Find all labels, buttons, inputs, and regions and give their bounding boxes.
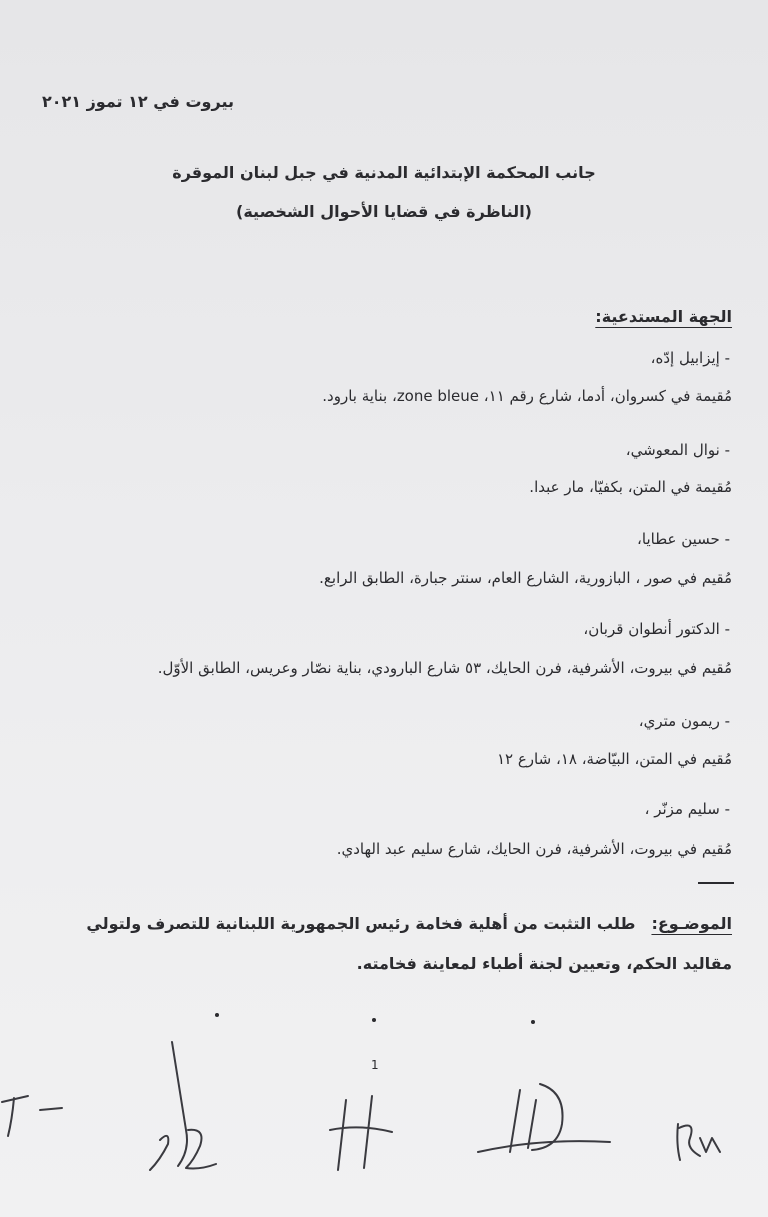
addressee-title: جانب المحكمة الإبتدائية المدنية في جبل لبنان الموقرة xyxy=(172,163,596,182)
signatures xyxy=(0,1020,768,1210)
party-name: - نوال المعوشي، xyxy=(625,441,730,459)
party-name: - إيزابيل إدّه، xyxy=(650,349,730,367)
subject-block xyxy=(42,904,732,984)
document-date: بيروت في ١٢ تموز ٢٠٢١ xyxy=(41,92,234,111)
subject-label: الموضـوع: xyxy=(651,914,732,933)
signature-2 xyxy=(150,1042,216,1170)
party-address: مُقيم في صور ، البازورية، الشارع العام، سنتر جبارة، الطابق الرابع. xyxy=(319,569,732,587)
addressee-note: (الناظرة في قضايا الأحوال الشخصية) xyxy=(236,202,532,221)
party-address: مُقيم في المتن، البيّاضة، ١٨، شارع ١٢ xyxy=(496,750,732,768)
party-name: - ريمون متري، xyxy=(638,712,730,730)
signature-1 xyxy=(2,1096,62,1136)
party-name: - سليم مزنّر ، xyxy=(644,800,730,818)
signature-4 xyxy=(478,1084,610,1152)
section-heading: الجهة المستدعية: xyxy=(595,307,732,326)
signature-5 xyxy=(677,1124,720,1160)
signature-3 xyxy=(330,1096,392,1170)
subject-text: طلب التثبت من أهلية فخامة رئيس الجمهورية اللبنانية للتصرف ولتولي مقاليد الحكم، وتعيين لجنة أطباء لمعاينة فخامته. xyxy=(86,914,732,973)
party-address: مُقيم في بيروت، الأشرفية، فرن الحايك، ٥٣ شارع البارودي، بناية نصّار وعريس، الطابق الأوّل. xyxy=(157,659,732,677)
party-address: مُقيمة في المتن، بكفيّا، مار عبدا. xyxy=(529,478,732,496)
party-address: مُقيم في بيروت، الأشرفية، فرن الحايك، شارع سليم عبد الهادي. xyxy=(336,840,732,858)
page-number: 1 xyxy=(371,1058,379,1072)
party-name: - الدكتور أنطوان قربان، xyxy=(583,620,730,638)
party-address: مُقيمة في كسروان، أدما، شارع رقم ١١، zone bleue، بناية بارود. xyxy=(322,387,732,405)
separator-dash xyxy=(698,882,734,884)
signature-dot xyxy=(215,1013,219,1017)
party-name: - حسين عطايا، xyxy=(637,530,730,548)
